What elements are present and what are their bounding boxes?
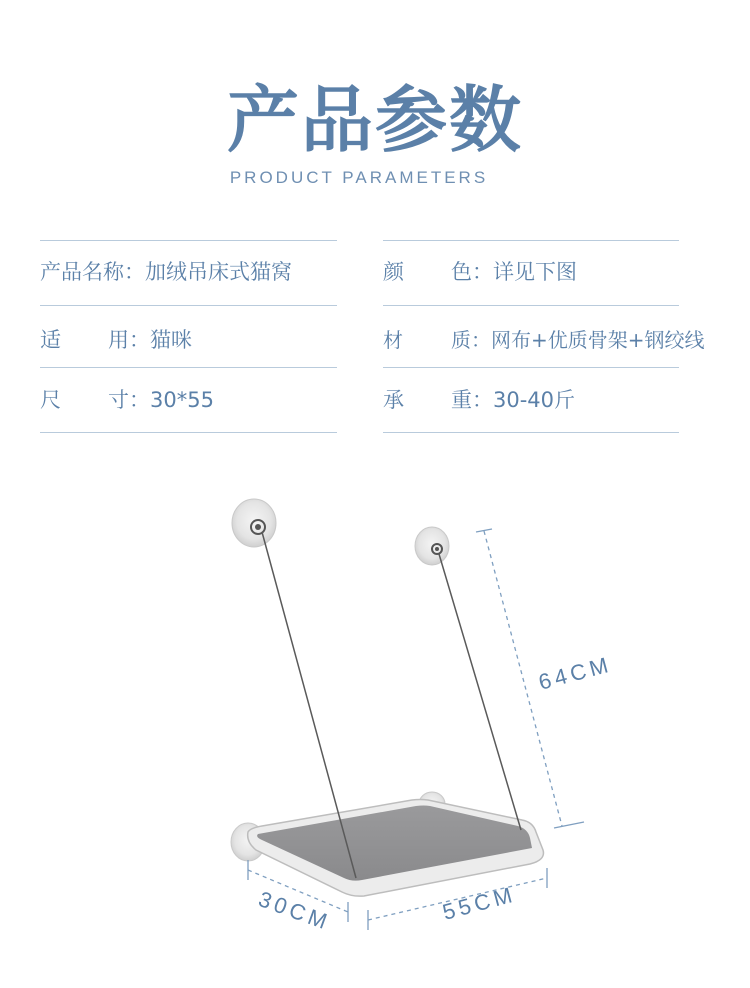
spec-label: 寸 <box>108 388 129 412</box>
dimension-tick <box>554 822 584 828</box>
spec-label: 适 <box>40 328 61 352</box>
spec-label: 承 <box>383 388 404 412</box>
length-label: 55CM <box>439 881 519 925</box>
spec-value: 猫咪 <box>150 328 192 352</box>
spec-value: 30*55 <box>150 388 214 412</box>
spec-colon: ： <box>129 388 150 412</box>
hammock-bed <box>248 800 544 897</box>
height-label: 64CM <box>535 651 615 695</box>
spec-value: 30-40斤 <box>493 388 576 412</box>
spec-value: 网布+优质骨架+钢绞线 <box>491 328 705 352</box>
suction-cup-icon <box>415 527 449 565</box>
suction-cup-icon <box>232 499 276 547</box>
spec-label: 尺 <box>40 388 61 412</box>
spec-label: 用 <box>108 328 129 352</box>
steel-wire <box>439 554 521 830</box>
spec-value: 加绒吊床式猫窝 <box>145 260 292 284</box>
spec-value: 详见下图 <box>493 260 577 284</box>
spec-colon: ： <box>124 260 145 284</box>
spec-label: 重 <box>451 388 472 412</box>
page-subtitle: PRODUCT PARAMETERS <box>229 168 489 187</box>
spec-colon: ： <box>471 328 491 352</box>
spec-colon: ： <box>472 260 493 284</box>
spec-label: 颜 <box>383 260 404 284</box>
width-label: 30CM <box>255 886 335 936</box>
spec-label: 产品名称 <box>40 260 124 284</box>
spec-label: 质 <box>451 328 471 352</box>
page-title: 产品参数 <box>226 78 523 162</box>
spec-label: 材 <box>383 328 403 352</box>
spec-label: 色 <box>451 260 472 284</box>
spec-colon: ： <box>472 388 493 412</box>
spec-colon: ： <box>129 328 150 352</box>
